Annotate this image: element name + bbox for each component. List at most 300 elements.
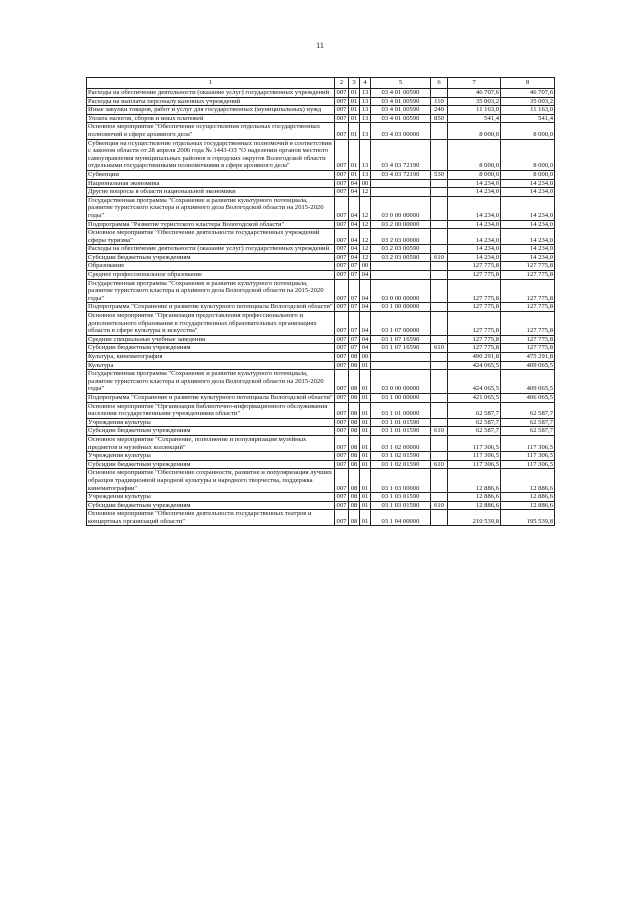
row-description: Учреждения культуры bbox=[87, 493, 335, 502]
row-amount-year-2: 8 000,0 bbox=[501, 170, 555, 179]
row-amount-year-2: 127 775,8 bbox=[501, 271, 555, 280]
row-code-subsection: 00 bbox=[360, 179, 371, 188]
row-code-ministry: 007 bbox=[335, 114, 349, 123]
row-code-subsection: 01 bbox=[360, 361, 371, 370]
row-description: Основное мероприятие "Сохранение, пополнение и популяризация музейных предметов и музейных коллекций" bbox=[87, 435, 335, 451]
table-row bbox=[87, 312, 555, 336]
row-code-expense-type bbox=[431, 370, 448, 394]
row-code-expense-type: 610 bbox=[431, 501, 448, 510]
row-code-expense-type bbox=[431, 196, 448, 220]
row-code-subsection: 01 bbox=[360, 402, 371, 418]
row-code-ministry: 007 bbox=[335, 418, 349, 427]
table-row bbox=[87, 123, 555, 139]
row-amount-year-2: 8 000,0 bbox=[501, 123, 555, 139]
row-code-target: 03 0 00 00000 bbox=[371, 279, 431, 303]
row-code-section: 08 bbox=[349, 435, 360, 451]
row-amount-year-1: 210 539,8 bbox=[448, 510, 501, 526]
row-code-target: 03 1 00 00000 bbox=[371, 303, 431, 312]
table-row bbox=[87, 188, 555, 197]
row-code-subsection: 00 bbox=[360, 262, 371, 271]
row-code-target: 03 4 01 00590 bbox=[371, 97, 431, 106]
row-description: Расходы на обеспечение деятельности (оказание услуг) государственных учреждений bbox=[87, 245, 335, 254]
budget-table bbox=[86, 77, 555, 526]
row-code-section: 01 bbox=[349, 114, 360, 123]
row-code-subsection: 01 bbox=[360, 469, 371, 493]
row-code-ministry: 007 bbox=[335, 179, 349, 188]
row-amount-year-2: 14 234,0 bbox=[501, 196, 555, 220]
row-code-expense-type bbox=[431, 393, 448, 402]
row-code-expense-type bbox=[431, 123, 448, 139]
row-code-target: 03 1 04 00000 bbox=[371, 510, 431, 526]
row-code-section: 04 bbox=[349, 196, 360, 220]
row-code-target bbox=[371, 271, 431, 280]
row-description: Государственная программа "Сохранение и развитие культурного потенциала, развитие туристского кластера и архивного дела Вологодской области на 2015-2020 годы" bbox=[87, 279, 335, 303]
row-code-target: 03 4 01 00590 bbox=[371, 106, 431, 115]
row-code-expense-type: 850 bbox=[431, 114, 448, 123]
row-amount-year-1: 127 775,8 bbox=[448, 335, 501, 344]
row-description: Учреждения культуры bbox=[87, 452, 335, 461]
table-row bbox=[87, 393, 555, 402]
row-code-target bbox=[371, 262, 431, 271]
column-header: 6 bbox=[431, 78, 448, 89]
table-row bbox=[87, 97, 555, 106]
row-amount-year-2: 127 775,8 bbox=[501, 312, 555, 336]
row-code-target: 03 1 03 01590 bbox=[371, 501, 431, 510]
row-amount-year-2: 46 707,6 bbox=[501, 89, 555, 98]
row-amount-year-2: 14 234,0 bbox=[501, 179, 555, 188]
row-code-subsection: 12 bbox=[360, 196, 371, 220]
row-code-subsection: 04 bbox=[360, 303, 371, 312]
row-amount-year-1: 421 065,5 bbox=[448, 393, 501, 402]
row-description: Культура, кинематография bbox=[87, 353, 335, 362]
row-amount-year-2: 14 234,0 bbox=[501, 245, 555, 254]
row-code-target bbox=[371, 361, 431, 370]
column-header: 3 bbox=[349, 78, 360, 89]
row-amount-year-2: 127 775,8 bbox=[501, 262, 555, 271]
row-description: Иные закупки товаров, работ и услуг для государственных (муниципальных) нужд bbox=[87, 106, 335, 115]
row-code-target: 03 4 03 00000 bbox=[371, 123, 431, 139]
row-amount-year-2: 195 539,8 bbox=[501, 510, 555, 526]
row-code-section: 08 bbox=[349, 452, 360, 461]
row-code-ministry: 007 bbox=[335, 139, 349, 170]
row-code-subsection: 04 bbox=[360, 344, 371, 353]
row-description: Субсидии бюджетным учреждениям bbox=[87, 344, 335, 353]
row-description: Культура bbox=[87, 361, 335, 370]
row-code-section: 08 bbox=[349, 393, 360, 402]
row-amount-year-1: 14 234,0 bbox=[448, 196, 501, 220]
row-code-subsection: 13 bbox=[360, 123, 371, 139]
row-amount-year-2: 117 306,5 bbox=[501, 435, 555, 451]
row-code-ministry: 007 bbox=[335, 123, 349, 139]
row-code-section: 07 bbox=[349, 344, 360, 353]
row-code-target: 03 1 01 01590 bbox=[371, 427, 431, 436]
table-row bbox=[87, 335, 555, 344]
row-amount-year-1: 8 000,0 bbox=[448, 139, 501, 170]
row-code-section: 08 bbox=[349, 510, 360, 526]
row-code-subsection: 01 bbox=[360, 493, 371, 502]
table-row bbox=[87, 106, 555, 115]
row-code-expense-type: 240 bbox=[431, 106, 448, 115]
row-amount-year-2: 12 886,6 bbox=[501, 493, 555, 502]
row-description: Субвенции bbox=[87, 170, 335, 179]
row-code-target: 03 0 00 00000 bbox=[371, 370, 431, 394]
row-amount-year-2: 14 234,0 bbox=[501, 253, 555, 262]
row-amount-year-1: 127 775,8 bbox=[448, 262, 501, 271]
table-row bbox=[87, 460, 555, 469]
row-amount-year-1: 117 306,5 bbox=[448, 435, 501, 451]
row-code-section: 01 bbox=[349, 89, 360, 98]
row-amount-year-2: 117 306,5 bbox=[501, 460, 555, 469]
row-code-expense-type bbox=[431, 469, 448, 493]
row-code-target bbox=[371, 353, 431, 362]
table-row bbox=[87, 427, 555, 436]
row-description: Субсидии бюджетным учреждениям bbox=[87, 427, 335, 436]
row-amount-year-1: 12 886,6 bbox=[448, 501, 501, 510]
row-code-target: 03 1 01 00000 bbox=[371, 402, 431, 418]
row-description: Основное мероприятие "Обеспечение осуществления отдельных государственных полномочий в сфере архивного дела" bbox=[87, 123, 335, 139]
row-amount-year-1: 117 306,5 bbox=[448, 452, 501, 461]
row-code-ministry: 007 bbox=[335, 469, 349, 493]
row-code-ministry: 007 bbox=[335, 402, 349, 418]
table-row bbox=[87, 435, 555, 451]
column-header: 5 bbox=[371, 78, 431, 89]
row-amount-year-2: 14 234,0 bbox=[501, 229, 555, 245]
table-row bbox=[87, 253, 555, 262]
row-code-ministry: 007 bbox=[335, 312, 349, 336]
row-amount-year-2: 117 306,5 bbox=[501, 452, 555, 461]
row-description: Среднее профессиональное образование bbox=[87, 271, 335, 280]
row-code-ministry: 007 bbox=[335, 460, 349, 469]
row-amount-year-2: 541,4 bbox=[501, 114, 555, 123]
row-amount-year-2: 475 291,8 bbox=[501, 353, 555, 362]
row-code-section: 08 bbox=[349, 493, 360, 502]
row-code-expense-type bbox=[431, 510, 448, 526]
row-code-ministry: 007 bbox=[335, 344, 349, 353]
row-description: Основное мероприятие "Организация предоставления профессионального и дополнительного образования в государственных образовательных организациях области в сфере культуры и искусства" bbox=[87, 312, 335, 336]
table-row bbox=[87, 279, 555, 303]
row-code-expense-type bbox=[431, 279, 448, 303]
row-amount-year-1: 12 886,6 bbox=[448, 493, 501, 502]
row-code-subsection: 13 bbox=[360, 97, 371, 106]
row-code-ministry: 007 bbox=[335, 245, 349, 254]
row-amount-year-2: 35 003,2 bbox=[501, 97, 555, 106]
row-code-section: 01 bbox=[349, 170, 360, 179]
row-code-section: 01 bbox=[349, 97, 360, 106]
row-code-expense-type: 610 bbox=[431, 253, 448, 262]
row-code-target: 03 1 07 00000 bbox=[371, 312, 431, 336]
table-row bbox=[87, 196, 555, 220]
row-description: Средние специальные учебные заведения bbox=[87, 335, 335, 344]
row-code-section: 08 bbox=[349, 427, 360, 436]
row-code-expense-type bbox=[431, 262, 448, 271]
row-amount-year-1: 127 775,8 bbox=[448, 344, 501, 353]
table-row bbox=[87, 220, 555, 229]
row-code-ministry: 007 bbox=[335, 170, 349, 179]
table-row bbox=[87, 370, 555, 394]
table-row bbox=[87, 262, 555, 271]
row-code-target: 03 1 02 01590 bbox=[371, 460, 431, 469]
row-code-ministry: 007 bbox=[335, 196, 349, 220]
row-code-ministry: 007 bbox=[335, 493, 349, 502]
row-code-expense-type: 610 bbox=[431, 427, 448, 436]
row-code-subsection: 04 bbox=[360, 271, 371, 280]
row-code-target: 03 4 01 00590 bbox=[371, 114, 431, 123]
row-code-section: 01 bbox=[349, 123, 360, 139]
row-amount-year-2: 14 234,0 bbox=[501, 220, 555, 229]
row-code-ministry: 007 bbox=[335, 452, 349, 461]
row-amount-year-1: 14 234,0 bbox=[448, 245, 501, 254]
row-code-expense-type bbox=[431, 220, 448, 229]
row-amount-year-2: 127 775,8 bbox=[501, 344, 555, 353]
row-amount-year-1: 424 065,5 bbox=[448, 370, 501, 394]
row-description: Уплата налогов, сборов и иных платежей bbox=[87, 114, 335, 123]
row-code-target: 03 1 01 01590 bbox=[371, 418, 431, 427]
row-code-section: 04 bbox=[349, 220, 360, 229]
row-code-expense-type: 610 bbox=[431, 460, 448, 469]
table-row bbox=[87, 271, 555, 280]
page-number: 11 bbox=[316, 41, 324, 50]
row-description: Основное мероприятие "Обеспечение деятельности государственных театров и концертных организаций области" bbox=[87, 510, 335, 526]
row-code-subsection: 12 bbox=[360, 229, 371, 245]
row-description: Подпрограмма "Развитие туристского кластера Вологодской области" bbox=[87, 220, 335, 229]
row-code-subsection: 01 bbox=[360, 501, 371, 510]
row-code-subsection: 13 bbox=[360, 89, 371, 98]
row-code-section: 07 bbox=[349, 303, 360, 312]
row-code-ministry: 007 bbox=[335, 229, 349, 245]
row-code-ministry: 007 bbox=[335, 435, 349, 451]
row-amount-year-2: 409 065,5 bbox=[501, 361, 555, 370]
row-amount-year-1: 490 291,8 bbox=[448, 353, 501, 362]
table-header-row bbox=[87, 78, 555, 89]
row-code-ministry: 007 bbox=[335, 97, 349, 106]
row-code-section: 08 bbox=[349, 402, 360, 418]
row-code-section: 08 bbox=[349, 418, 360, 427]
row-code-subsection: 12 bbox=[360, 220, 371, 229]
column-header: 2 bbox=[335, 78, 349, 89]
row-code-section: 08 bbox=[349, 353, 360, 362]
row-description: Расходы на обеспечение деятельности (оказание услуг) государственных учреждений bbox=[87, 89, 335, 98]
table-row bbox=[87, 402, 555, 418]
row-description: Национальная экономика bbox=[87, 179, 335, 188]
row-amount-year-1: 127 775,8 bbox=[448, 312, 501, 336]
row-code-expense-type bbox=[431, 418, 448, 427]
row-description: Государственная программа "Сохранение и развитие культурного потенциала, развитие туристского кластера и архивного дела Вологодской области на 2015-2020 годы" bbox=[87, 196, 335, 220]
row-code-expense-type bbox=[431, 188, 448, 197]
table-row bbox=[87, 139, 555, 170]
row-code-expense-type: 110 bbox=[431, 97, 448, 106]
row-code-target: 03 2 03 00590 bbox=[371, 245, 431, 254]
table-row bbox=[87, 452, 555, 461]
row-amount-year-1: 11 163,0 bbox=[448, 106, 501, 115]
row-amount-year-2: 409 065,5 bbox=[501, 370, 555, 394]
row-code-ministry: 007 bbox=[335, 220, 349, 229]
row-code-expense-type bbox=[431, 452, 448, 461]
row-code-target: 03 1 02 00000 bbox=[371, 435, 431, 451]
row-code-section: 07 bbox=[349, 262, 360, 271]
row-code-expense-type bbox=[431, 179, 448, 188]
row-code-subsection: 12 bbox=[360, 245, 371, 254]
row-code-subsection: 00 bbox=[360, 353, 371, 362]
row-description: Расходы на выплаты персоналу казенных учреждений bbox=[87, 97, 335, 106]
row-amount-year-2: 406 065,5 bbox=[501, 393, 555, 402]
row-code-section: 01 bbox=[349, 139, 360, 170]
row-code-ministry: 007 bbox=[335, 427, 349, 436]
row-amount-year-1: 541,4 bbox=[448, 114, 501, 123]
row-amount-year-1: 127 775,8 bbox=[448, 271, 501, 280]
row-code-ministry: 007 bbox=[335, 262, 349, 271]
table-row bbox=[87, 469, 555, 493]
row-amount-year-2: 127 775,8 bbox=[501, 279, 555, 303]
row-code-subsection: 12 bbox=[360, 253, 371, 262]
row-amount-year-1: 8 000,0 bbox=[448, 123, 501, 139]
table-row bbox=[87, 170, 555, 179]
row-code-section: 04 bbox=[349, 229, 360, 245]
row-amount-year-2: 11 163,0 bbox=[501, 106, 555, 115]
row-code-section: 08 bbox=[349, 460, 360, 469]
table-row bbox=[87, 361, 555, 370]
row-code-subsection: 13 bbox=[360, 139, 371, 170]
row-code-expense-type: 610 bbox=[431, 344, 448, 353]
row-code-subsection: 01 bbox=[360, 393, 371, 402]
row-code-section: 04 bbox=[349, 179, 360, 188]
row-code-section: 08 bbox=[349, 501, 360, 510]
row-amount-year-1: 14 234,0 bbox=[448, 179, 501, 188]
row-description: Субсидии бюджетным учреждениям bbox=[87, 253, 335, 262]
row-code-section: 07 bbox=[349, 312, 360, 336]
row-code-target: 03 1 00 00000 bbox=[371, 393, 431, 402]
row-code-section: 04 bbox=[349, 245, 360, 254]
row-description: Основное мероприятие "Обеспечение сохранности, развитие и популяризация лучших образцов традиционной народной культуры и народного творчества, поддержка кинематографии" bbox=[87, 469, 335, 493]
row-code-target: 03 4 03 72190 bbox=[371, 170, 431, 179]
row-code-subsection: 01 bbox=[360, 452, 371, 461]
row-code-subsection: 13 bbox=[360, 106, 371, 115]
row-code-section: 01 bbox=[349, 106, 360, 115]
column-header: 4 bbox=[360, 78, 371, 89]
row-code-target: 03 1 03 01590 bbox=[371, 493, 431, 502]
row-amount-year-2: 62 587,7 bbox=[501, 402, 555, 418]
row-code-ministry: 007 bbox=[335, 393, 349, 402]
row-code-target: 03 2 03 00000 bbox=[371, 229, 431, 245]
row-code-ministry: 007 bbox=[335, 335, 349, 344]
row-description: Образование bbox=[87, 262, 335, 271]
row-amount-year-1: 62 587,7 bbox=[448, 402, 501, 418]
row-code-subsection: 04 bbox=[360, 279, 371, 303]
row-code-subsection: 13 bbox=[360, 170, 371, 179]
table-body bbox=[87, 89, 555, 526]
table-row bbox=[87, 179, 555, 188]
row-code-expense-type bbox=[431, 353, 448, 362]
row-code-target: 03 1 02 01590 bbox=[371, 452, 431, 461]
table-row bbox=[87, 418, 555, 427]
row-code-ministry: 007 bbox=[335, 501, 349, 510]
row-amount-year-2: 62 587,7 bbox=[501, 418, 555, 427]
row-amount-year-2: 127 775,8 bbox=[501, 303, 555, 312]
row-code-target: 03 1 03 00000 bbox=[371, 469, 431, 493]
row-description: Другие вопросы в области национальной экономики bbox=[87, 188, 335, 197]
column-header: 7 bbox=[448, 78, 501, 89]
row-code-ministry: 007 bbox=[335, 303, 349, 312]
column-header: 1 bbox=[87, 78, 335, 89]
row-code-subsection: 01 bbox=[360, 435, 371, 451]
row-amount-year-1: 8 000,0 bbox=[448, 170, 501, 179]
row-description: Подпрограмма "Сохранение и развитие культурного потенциала Вологодской области" bbox=[88, 303, 333, 311]
row-amount-year-1: 14 234,0 bbox=[448, 220, 501, 229]
row-amount-year-2: 14 234,0 bbox=[501, 188, 555, 197]
row-code-subsection: 01 bbox=[360, 418, 371, 427]
row-code-expense-type bbox=[431, 402, 448, 418]
row-code-target: 03 2 03 00590 bbox=[371, 253, 431, 262]
table-row bbox=[87, 303, 555, 312]
row-code-ministry: 007 bbox=[335, 353, 349, 362]
table-row bbox=[87, 353, 555, 362]
row-amount-year-2: 62 587,7 bbox=[501, 427, 555, 436]
row-code-subsection: 01 bbox=[360, 427, 371, 436]
row-code-section: 08 bbox=[349, 469, 360, 493]
row-code-ministry: 007 bbox=[335, 361, 349, 370]
table-row bbox=[87, 89, 555, 98]
row-code-target bbox=[371, 179, 431, 188]
row-code-section: 08 bbox=[349, 361, 360, 370]
row-amount-year-1: 14 234,0 bbox=[448, 229, 501, 245]
row-code-section: 08 bbox=[349, 370, 360, 394]
table-row bbox=[87, 114, 555, 123]
row-amount-year-2: 8 000,0 bbox=[501, 139, 555, 170]
row-amount-year-2: 12 886,6 bbox=[501, 469, 555, 493]
row-amount-year-1: 14 234,0 bbox=[448, 253, 501, 262]
table-row bbox=[87, 501, 555, 510]
row-code-target: 03 4 03 72190 bbox=[371, 139, 431, 170]
row-code-target: 03 1 07 16590 bbox=[371, 344, 431, 353]
row-description: Подпрограмма "Сохранение и развитие культурного потенциала Вологодской области" bbox=[88, 393, 333, 401]
row-code-section: 07 bbox=[349, 335, 360, 344]
row-amount-year-1: 12 886,6 bbox=[448, 469, 501, 493]
row-description: Учреждения культуры bbox=[87, 418, 335, 427]
row-code-target: 03 4 01 00590 bbox=[371, 89, 431, 98]
column-header: 8 bbox=[501, 78, 555, 89]
row-code-subsection: 01 bbox=[360, 510, 371, 526]
row-code-section: 07 bbox=[349, 271, 360, 280]
row-code-expense-type bbox=[431, 312, 448, 336]
row-description: Субсидии бюджетным учреждениям bbox=[87, 501, 335, 510]
row-code-ministry: 007 bbox=[335, 510, 349, 526]
row-amount-year-1: 424 065,5 bbox=[448, 361, 501, 370]
row-code-subsection: 04 bbox=[360, 335, 371, 344]
row-amount-year-1: 127 775,8 bbox=[448, 279, 501, 303]
row-code-section: 04 bbox=[349, 188, 360, 197]
table-row bbox=[87, 493, 555, 502]
row-amount-year-2: 127 775,8 bbox=[501, 335, 555, 344]
row-code-ministry: 007 bbox=[335, 271, 349, 280]
row-description: Основное мероприятие "Обеспечение деятельности государственных учреждений сферы туризма" bbox=[87, 229, 335, 245]
row-amount-year-1: 62 587,7 bbox=[448, 427, 501, 436]
row-description: Субсидии бюджетным учреждениям bbox=[87, 460, 335, 469]
row-code-expense-type bbox=[431, 361, 448, 370]
row-code-subsection: 04 bbox=[360, 312, 371, 336]
row-amount-year-1: 127 775,8 bbox=[448, 303, 501, 312]
table-row bbox=[87, 229, 555, 245]
row-code-expense-type bbox=[431, 89, 448, 98]
table-row bbox=[87, 344, 555, 353]
row-code-subsection: 01 bbox=[360, 370, 371, 394]
row-code-target: 03 2 00 00000 bbox=[371, 220, 431, 229]
row-code-expense-type bbox=[431, 271, 448, 280]
row-description: Основное мероприятие "Организация библиотечно-информационного обслуживания населения государственными учреждениями области" bbox=[87, 402, 335, 418]
row-code-ministry: 007 bbox=[335, 253, 349, 262]
row-code-subsection: 12 bbox=[360, 188, 371, 197]
row-code-section: 07 bbox=[349, 279, 360, 303]
row-code-target bbox=[371, 188, 431, 197]
row-code-subsection: 13 bbox=[360, 114, 371, 123]
